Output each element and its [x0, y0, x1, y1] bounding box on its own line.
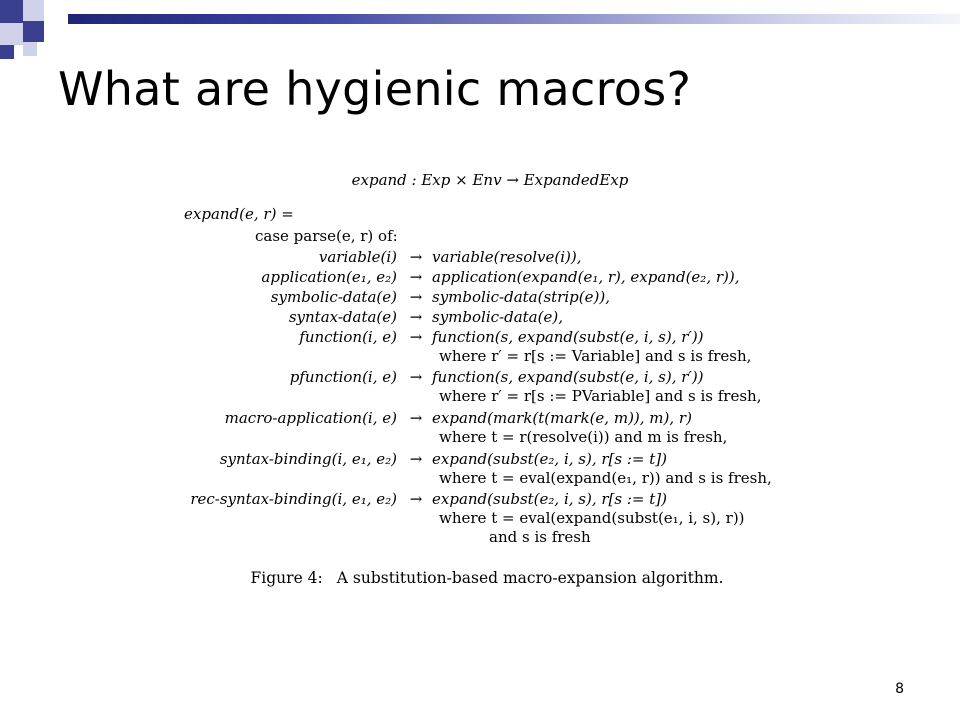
rule-row: [0, 268, 960, 287]
slide-number: 8: [895, 681, 904, 697]
rule-result: symbolic-data(e),: [432, 308, 563, 326]
rule-pattern: function(i, e): [299, 328, 397, 346]
rule-row: [0, 490, 960, 509]
figure-caption-label: Figure 4:: [250, 569, 323, 587]
definition-header: expand(e, r) =: [184, 205, 294, 223]
rule-arrow: →: [409, 308, 423, 326]
rule-result: variable(resolve(i)),: [432, 248, 582, 266]
rule-where-row: [0, 469, 960, 488]
rule-result: expand(subst(e₂, i, s), r[s := t]): [432, 450, 667, 468]
rule-result: function(s, expand(subst(e, i, s), r′)): [432, 328, 704, 346]
rule-where-row: [0, 347, 960, 366]
rule-pattern: application(e₁, e₂): [261, 268, 397, 286]
case-header: case parse(e, r) of:: [255, 227, 398, 245]
rule-pattern: syntax-data(e): [288, 308, 397, 326]
rule-result: expand(mark(t(mark(e, m)), m), r): [432, 409, 692, 427]
rule-arrow: →: [409, 409, 423, 427]
slide-title: What are hygienic macros?: [58, 62, 692, 116]
rule-arrow: →: [409, 268, 423, 286]
rule-row: [0, 288, 960, 307]
rule-pattern: macro-application(i, e): [224, 409, 397, 427]
rule-arrow: →: [409, 288, 423, 306]
rule-pattern: syntax-binding(i, e₁, e₂): [219, 450, 397, 468]
type-signature-text: expand : Exp × Env → ExpandedExp: [351, 171, 629, 189]
rule-arrow: →: [409, 450, 423, 468]
rule-result: symbolic-data(strip(e)),: [432, 288, 610, 306]
rule-pattern: rec-syntax-binding(i, e₁, e₂): [190, 490, 397, 508]
rule-row: [0, 328, 960, 347]
rule-where: where r′ = r[s := PVariable] and s is fresh,: [439, 387, 762, 405]
rule-where-row: [0, 387, 960, 406]
type-signature: [0, 171, 960, 189]
rule-where-row: [0, 509, 960, 528]
rule-result: application(expand(e₁, r), expand(e₂, r)),: [432, 268, 740, 286]
rule-where: where t = eval(expand(subst(e₁, i, s), r)): [439, 509, 745, 527]
rule-row: [0, 248, 960, 267]
rule-where: where t = eval(expand(e₁, r)) and s is fresh,: [439, 469, 772, 487]
rule-pattern: symbolic-data(e): [270, 288, 397, 306]
rule-pattern: pfunction(i, e): [289, 368, 397, 386]
rule-result: expand(subst(e₂, i, s), r[s := t]): [432, 490, 667, 508]
rule-where-continued: and s is fresh: [489, 528, 591, 546]
rule-arrow: →: [409, 490, 423, 508]
rule-arrow: →: [409, 368, 423, 386]
rule-row: [0, 308, 960, 327]
rule-where: where t = r(resolve(i)) and m is fresh,: [439, 428, 728, 446]
rule-arrow: →: [409, 248, 423, 266]
rule-arrow: →: [409, 328, 423, 346]
figure-caption-text: A substitution-based macro-expansion algorithm.: [336, 569, 724, 587]
rule-pattern: variable(i): [318, 248, 397, 266]
rule-where: where r′ = r[s := Variable] and s is fresh,: [439, 347, 752, 365]
rule-row: [0, 368, 960, 387]
rule-row: [0, 450, 960, 469]
rule-result: function(s, expand(subst(e, i, s), r′)): [432, 368, 704, 386]
figure-caption: [0, 569, 960, 587]
rule-where-row: [0, 528, 960, 547]
rule-where-row: [0, 428, 960, 447]
rule-row: [0, 409, 960, 428]
